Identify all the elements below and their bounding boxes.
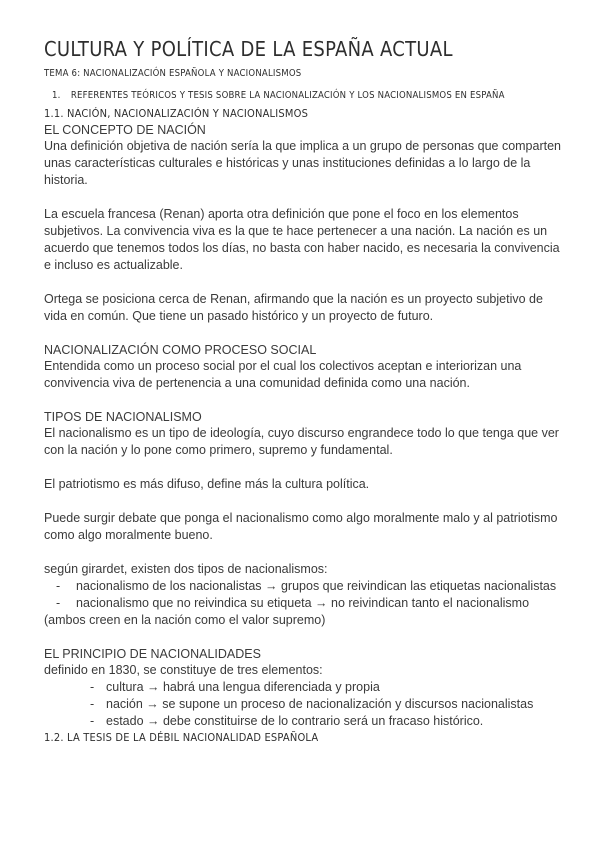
document-page: [44, 34, 564, 746]
topic-subtitle: TEMA 6: NACIONALIZACIÓN ESPAÑOLA Y NACIONALISMOS: [44, 68, 302, 79]
paragraph-principle: definido en 1830, se constituye de tres elementos:: [44, 663, 323, 677]
paragraph-both-believe: (ambos creen en la nación como el valor supremo): [44, 613, 326, 627]
nationalization-heading: NACIONALIZACIÓN COMO PROCESO SOCIAL: [44, 343, 317, 357]
paragraph-patriotism: El patriotismo es más difuso, define más la cultura política.: [44, 477, 370, 491]
list-item: - nación → se supone un proceso de nacionalización y discursos nacionalistas: [44, 696, 564, 713]
paragraph-girardet: según girardet, existen dos tipos de nacionalismos:: [44, 562, 328, 576]
paragraph-renan: La escuela francesa (Renan) aporta otra definición que pone el foco en los elementos subjetivos. La convivencia viva es la que te hace pertenecer a una nación. La nación es un acuerdo que tenemos todos los días, no basta con haber nacido, es necesaria la convivencia e incluso es actualizable.: [44, 207, 560, 272]
paragraph-ortega: Ortega se posiciona cerca de Renan, afirmando que la nación es un proyecto subjetivo de vida en común. Que tiene un pasado histórico y un proyecto de futuro.: [44, 292, 543, 323]
principle-heading: EL PRINCIPIO DE NACIONALIDADES: [44, 647, 261, 661]
nationalism-types-list: [44, 578, 564, 612]
concept-heading: EL CONCEPTO DE NACIÓN: [44, 123, 206, 137]
section-1-number: 1.: [52, 90, 61, 101]
paragraph-debate: Puede surgir debate que ponga el nacionalismo como algo moralmente malo y al patriotismo como algo moralmente bueno.: [44, 511, 558, 542]
paragraph-nationalism: El nacionalismo es un tipo de ideología, cuyo discurso engrandece todo lo que tenga que ver con la nación y lo pone como primero, supremo y fundamental.: [44, 426, 559, 457]
section-1-2-heading: 1.2. LA TESIS DE LA DÉBIL NACIONALIDAD ESPAÑOLA: [44, 731, 319, 744]
section-1-label: REFERENTES TEÓRICOS Y TESIS SOBRE LA NACIONALIZACIÓN Y LOS NACIONALISMOS EN ESPAÑA: [70, 90, 505, 101]
list-item: - estado → debe constituirse de lo contrario será un fracaso histórico.: [44, 713, 564, 730]
types-heading: TIPOS DE NACIONALISMO: [44, 410, 202, 424]
document-title: CULTURA Y POLÍTICA DE LA ESPAÑA ACTUAL: [44, 37, 453, 61]
section-1-heading: [52, 88, 564, 104]
list-item: - cultura → habrá una lengua diferenciada y propia: [44, 679, 564, 696]
list-item: - nacionalismo que no reivindica su etiqueta → no reivindican tanto el nacionalismo: [44, 595, 564, 612]
paragraph-definition: Una definición objetiva de nación sería la que implica a un grupo de personas que comparten unas características culturales e históricas y unas instituciones definidas a lo largo de la historia.: [44, 139, 561, 187]
paragraph-nationalization: Entendida como un proceso social por el cual los colectivos aceptan e interiorizan una convivencia viva de pertenencia a una comunidad definida como una nación.: [44, 359, 522, 390]
principle-elements-list: [44, 679, 564, 730]
section-1-1-heading: 1.1. NACIÓN, NACIONALIZACIÓN Y NACIONALISMOS: [44, 107, 309, 120]
list-item: - nacionalismo de los nacionalistas → grupos que reivindican las etiquetas nacionalistas: [44, 578, 564, 595]
